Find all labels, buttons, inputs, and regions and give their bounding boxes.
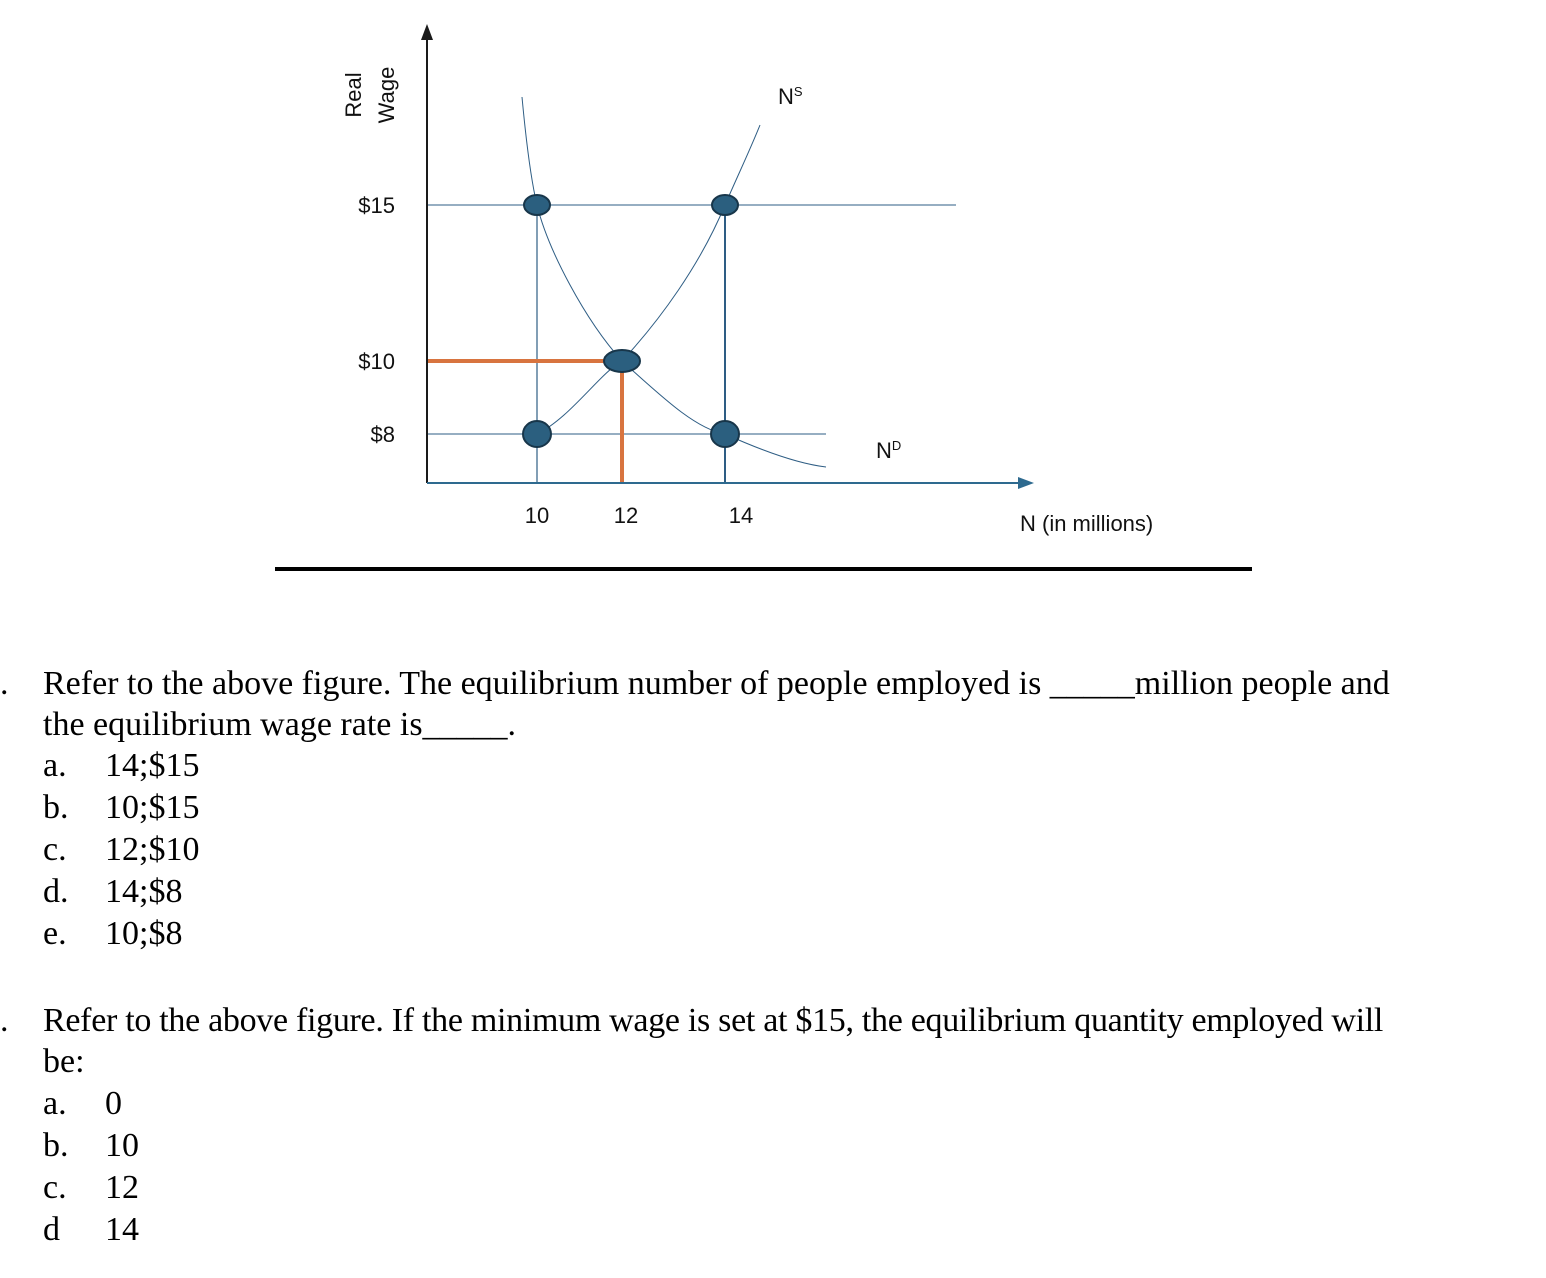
y-tick-label: $15: [358, 193, 395, 218]
equilibrium-point: [604, 350, 640, 372]
equilibrium-lines: [427, 361, 622, 483]
demand-curve-label-main: N: [876, 438, 892, 463]
labor-market-figure: [0, 0, 1546, 600]
choice-text: 10;$15: [105, 789, 200, 826]
answer-choice[interactable]: [43, 787, 1538, 829]
choice-letter: a.: [43, 1085, 67, 1122]
choice-text: 12: [105, 1169, 139, 1206]
answer-choice[interactable]: [43, 745, 1538, 787]
answer-choice[interactable]: [43, 829, 1538, 871]
question-number: .: [0, 665, 9, 702]
data-point: [712, 195, 738, 215]
demand-curve-label-sup: D: [891, 438, 902, 453]
data-point: [711, 421, 739, 447]
choice-text: 14;$15: [105, 747, 200, 784]
y-axis-label-line2: Wage: [374, 66, 399, 124]
choice-letter: a.: [43, 747, 67, 784]
choice-text: 14: [105, 1211, 139, 1248]
choice-letter: b.: [43, 1127, 69, 1164]
x-tick-label: 12: [613, 503, 639, 528]
choice-text: 10: [105, 1127, 139, 1164]
question-2: [0, 1000, 1538, 1251]
supply-curve-label-sup: S: [793, 84, 803, 99]
demand-curve-label: [876, 438, 901, 463]
question-number: .: [0, 1002, 9, 1039]
section-divider: [275, 567, 1252, 571]
supply-curve-label: [778, 84, 803, 109]
x-tick-label: 14: [728, 503, 754, 528]
answer-choice[interactable]: [43, 913, 1538, 955]
y-tick-label: $8: [370, 422, 395, 447]
x-axis-label: N (in millions): [1020, 511, 1154, 536]
answer-choice[interactable]: [43, 1125, 1538, 1167]
choice-letter: c.: [43, 831, 67, 868]
curves: [522, 97, 826, 467]
supply-curve: [537, 125, 760, 434]
choice-letter: e.: [43, 915, 67, 952]
choice-text: 14;$8: [105, 873, 183, 910]
answer-choice[interactable]: [43, 1167, 1538, 1209]
stem-line: the equilibrium wage rate is_____.: [43, 706, 517, 743]
question-1: [0, 663, 1538, 955]
question-stem: [43, 663, 1538, 745]
answer-choice[interactable]: [43, 871, 1538, 913]
question-stem: [43, 1000, 1538, 1082]
choice-text: 0: [105, 1085, 122, 1122]
stem-line: Refer to the above figure. If the minimum wage is set at $15, the equilibrium quantity employed will: [43, 1002, 1384, 1039]
x-axis-arrowhead: [1018, 477, 1034, 489]
answer-choices: [43, 1083, 1538, 1251]
answer-choice[interactable]: [43, 1083, 1538, 1125]
choice-text: 10;$8: [105, 915, 183, 952]
choice-letter: d.: [43, 873, 69, 910]
y-axis-label-line1: Real: [341, 72, 366, 118]
stem-line: Refer to the above figure. The equilibrium number of people employed is _____million people and: [43, 665, 1390, 702]
data-point: [523, 421, 551, 447]
data-point: [524, 195, 550, 215]
supply-curve-label-main: N: [778, 84, 794, 109]
choice-letter: b.: [43, 789, 69, 826]
y-axis-arrowhead: [421, 24, 433, 40]
answer-choices: [43, 745, 1538, 955]
choice-text: 12;$10: [105, 831, 200, 868]
data-points: [523, 195, 739, 447]
x-tick-label: 10: [524, 503, 550, 528]
y-tick-label: $10: [358, 349, 395, 374]
choice-letter: d: [43, 1211, 60, 1248]
stem-line: be:: [43, 1043, 85, 1080]
answer-choice[interactable]: [43, 1209, 1538, 1251]
choice-letter: c.: [43, 1169, 67, 1206]
